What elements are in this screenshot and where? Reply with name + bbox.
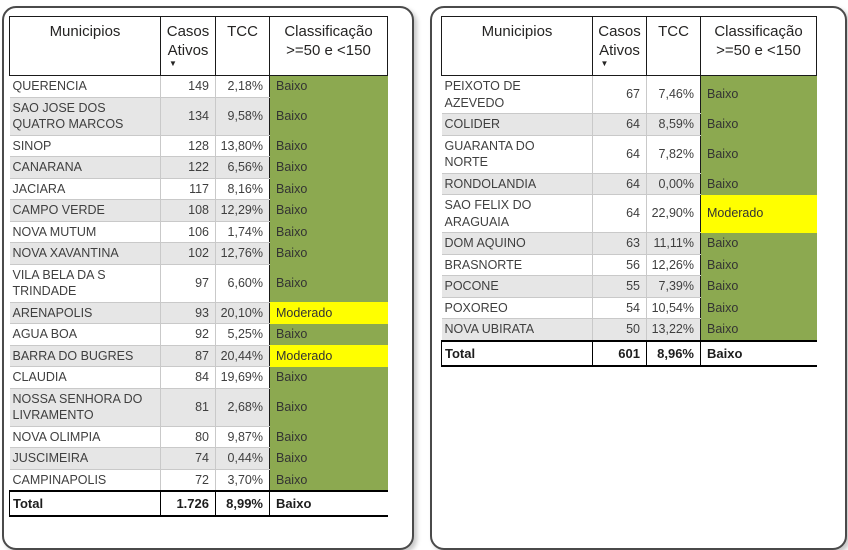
- casos-ativos-cell: 56: [593, 254, 647, 276]
- table-row[interactable]: [10, 221, 388, 243]
- casos-ativos-cell: 106: [161, 221, 216, 243]
- classification-cell: Baixo: [701, 276, 817, 298]
- classification-cell: Baixo: [701, 233, 817, 255]
- classification-cell: Baixo: [270, 76, 388, 98]
- tcc-cell: 2,18%: [216, 76, 270, 98]
- casos-ativos-cell: 63: [593, 233, 647, 255]
- table-total-row: [442, 341, 817, 366]
- tcc-cell: 9,58%: [216, 97, 270, 135]
- table-row[interactable]: [10, 135, 388, 157]
- casos-ativos-cell: 81: [161, 388, 216, 426]
- tcc-cell: 7,82%: [647, 135, 701, 173]
- municipality-cell: CANARANA: [10, 157, 161, 179]
- municipality-cell: ARENAPOLIS: [10, 302, 161, 324]
- casos-ativos-cell: 149: [161, 76, 216, 98]
- total-label: Total: [442, 341, 593, 366]
- casos-ativos-cell: 64: [593, 114, 647, 136]
- table-header: [442, 17, 817, 76]
- casos-ativos-cell: 64: [593, 195, 647, 233]
- casos-ativos-cell: 87: [161, 345, 216, 367]
- column-header-label: Classificação: [714, 23, 803, 40]
- tcc-cell: 2,68%: [216, 388, 270, 426]
- casos-ativos-cell: 67: [593, 76, 647, 114]
- table-visual-card-left: [2, 6, 414, 550]
- table-total-row: [10, 491, 388, 516]
- municipality-cell: SAO JOSE DOS QUATRO MARCOS: [10, 97, 161, 135]
- municipality-cell: RONDOLANDIA: [442, 173, 593, 195]
- classification-cell: Baixo: [270, 388, 388, 426]
- casos-ativos-cell: 108: [161, 200, 216, 222]
- classification-cell: Moderado: [701, 195, 817, 233]
- municipality-cell: JACIARA: [10, 178, 161, 200]
- municipality-cell: NOVA OLIMPIA: [10, 426, 161, 448]
- casos-ativos-cell: 117: [161, 178, 216, 200]
- municipality-cell: VILA BELA DA S TRINDADE: [10, 264, 161, 302]
- column-header-casos-ativos[interactable]: [161, 17, 216, 76]
- total-tcc-value: 8,99%: [216, 491, 270, 516]
- table-row[interactable]: [10, 324, 388, 346]
- column-header-label: Casos: [166, 23, 210, 40]
- total-classification-value: Baixo: [701, 341, 817, 366]
- municipality-cell: DOM AQUINO: [442, 233, 593, 255]
- casos-ativos-cell: 128: [161, 135, 216, 157]
- tcc-cell: 0,44%: [216, 448, 270, 470]
- classification-cell: Baixo: [701, 135, 817, 173]
- classification-cell: Baixo: [270, 264, 388, 302]
- casos-ativos-cell: 72: [161, 469, 216, 491]
- casos-ativos-cell: 80: [161, 426, 216, 448]
- tcc-cell: 6,60%: [216, 264, 270, 302]
- classification-cell: Baixo: [701, 297, 817, 319]
- table-header: [10, 17, 388, 76]
- column-header-label: >=50 e <150: [716, 42, 801, 59]
- classification-cell: Baixo: [701, 173, 817, 195]
- table-row[interactable]: [10, 388, 388, 426]
- table-row[interactable]: [10, 200, 388, 222]
- classification-cell: Baixo: [270, 221, 388, 243]
- municipality-cell: BARRA DO BUGRES: [10, 345, 161, 367]
- classification-cell: Baixo: [270, 97, 388, 135]
- tcc-cell: 11,11%: [647, 233, 701, 255]
- column-header-label: Classificação: [284, 23, 373, 40]
- table-row[interactable]: [442, 195, 817, 233]
- table-row[interactable]: [10, 76, 388, 98]
- tcc-cell: 8,59%: [647, 114, 701, 136]
- table-row[interactable]: [10, 243, 388, 265]
- column-header-label: Ativos: [599, 42, 640, 59]
- classification-cell: Baixo: [270, 448, 388, 470]
- column-header-label: >=50 e <150: [286, 42, 371, 59]
- municipality-cell: SAO FELIX DO ARAGUAIA: [442, 195, 593, 233]
- table-row[interactable]: [442, 276, 817, 298]
- table-row[interactable]: [442, 254, 817, 276]
- column-header-classificacao[interactable]: [701, 17, 817, 76]
- total-casos-value: 601: [593, 341, 647, 366]
- table-row[interactable]: [10, 302, 388, 324]
- table-row[interactable]: [10, 157, 388, 179]
- tcc-cell: 13,22%: [647, 319, 701, 341]
- classification-cell: Baixo: [701, 254, 817, 276]
- table-row[interactable]: [442, 76, 817, 114]
- classification-cell: Baixo: [270, 178, 388, 200]
- tcc-cell: 12,29%: [216, 200, 270, 222]
- municipios-table-right: [441, 16, 817, 367]
- column-header-label: TCC: [227, 23, 258, 40]
- casos-ativos-cell: 93: [161, 302, 216, 324]
- tcc-cell: 7,39%: [647, 276, 701, 298]
- tcc-cell: 7,46%: [647, 76, 701, 114]
- casos-ativos-cell: 64: [593, 135, 647, 173]
- table-row[interactable]: [10, 426, 388, 448]
- table-visual-card-right: [430, 6, 847, 550]
- casos-ativos-cell: 74: [161, 448, 216, 470]
- column-header-casos-ativos[interactable]: [593, 17, 647, 76]
- tcc-cell: 20,44%: [216, 345, 270, 367]
- table-row[interactable]: [442, 135, 817, 173]
- municipality-cell: CAMPO VERDE: [10, 200, 161, 222]
- casos-ativos-cell: 134: [161, 97, 216, 135]
- total-casos-value: 1.726: [161, 491, 216, 516]
- classification-cell: Baixo: [270, 367, 388, 389]
- casos-ativos-cell: 64: [593, 173, 647, 195]
- table-body: [442, 76, 817, 341]
- casos-ativos-cell: 84: [161, 367, 216, 389]
- sort-descending-icon[interactable]: ▼: [169, 59, 177, 68]
- municipality-cell: COLIDER: [442, 114, 593, 136]
- classification-cell: Moderado: [270, 345, 388, 367]
- classification-cell: Baixo: [270, 243, 388, 265]
- tcc-cell: 13,80%: [216, 135, 270, 157]
- classification-cell: Baixo: [270, 157, 388, 179]
- classification-cell: Baixo: [701, 76, 817, 114]
- classification-cell: Moderado: [270, 302, 388, 324]
- total-label: Total: [10, 491, 161, 516]
- municipality-cell: NOSSA SENHORA DO LIVRAMENTO: [10, 388, 161, 426]
- table-row[interactable]: [442, 114, 817, 136]
- classification-cell: Baixo: [701, 319, 817, 341]
- sort-descending-icon[interactable]: ▼: [600, 59, 609, 68]
- classification-cell: Baixo: [270, 135, 388, 157]
- classification-cell: Baixo: [701, 114, 817, 136]
- casos-ativos-cell: 55: [593, 276, 647, 298]
- tcc-cell: 12,76%: [216, 243, 270, 265]
- tcc-cell: 3,70%: [216, 469, 270, 491]
- casos-ativos-cell: 102: [161, 243, 216, 265]
- municipality-cell: NOVA UBIRATA: [442, 319, 593, 341]
- municipality-cell: BRASNORTE: [442, 254, 593, 276]
- column-header-label: TCC: [658, 23, 689, 40]
- table-row[interactable]: [442, 173, 817, 195]
- table-row[interactable]: [10, 345, 388, 367]
- classification-cell: Baixo: [270, 469, 388, 491]
- municipality-cell: GUARANTA DO NORTE: [442, 135, 593, 173]
- column-header-tcc[interactable]: [647, 17, 701, 76]
- column-header-classificacao[interactable]: [270, 17, 388, 76]
- casos-ativos-cell: 92: [161, 324, 216, 346]
- table-row[interactable]: [10, 367, 388, 389]
- column-header-municipios[interactable]: [10, 17, 161, 76]
- municipality-cell: POCONE: [442, 276, 593, 298]
- casos-ativos-cell: 54: [593, 297, 647, 319]
- table-row[interactable]: [10, 97, 388, 135]
- column-header-label: Municipios: [481, 23, 553, 40]
- table-row[interactable]: [442, 297, 817, 319]
- table-row[interactable]: [10, 264, 388, 302]
- classification-cell: Baixo: [270, 200, 388, 222]
- municipality-cell: CAMPINAPOLIS: [10, 469, 161, 491]
- municipality-cell: AGUA BOA: [10, 324, 161, 346]
- tcc-cell: 12,26%: [647, 254, 701, 276]
- table-row[interactable]: [10, 469, 388, 491]
- classification-cell: Baixo: [270, 324, 388, 346]
- tcc-cell: 6,56%: [216, 157, 270, 179]
- municipality-cell: SINOP: [10, 135, 161, 157]
- column-header-label: Casos: [598, 23, 641, 40]
- table-row[interactable]: [442, 319, 817, 341]
- tcc-cell: 1,74%: [216, 221, 270, 243]
- municipios-table-left: [9, 16, 388, 517]
- municipality-cell: QUERENCIA: [10, 76, 161, 98]
- municipality-cell: PEIXOTO DE AZEVEDO: [442, 76, 593, 114]
- column-header-municipios[interactable]: [442, 17, 593, 76]
- column-header-tcc[interactable]: [216, 17, 270, 76]
- municipality-cell: NOVA MUTUM: [10, 221, 161, 243]
- tcc-cell: 10,54%: [647, 297, 701, 319]
- municipality-cell: NOVA XAVANTINA: [10, 243, 161, 265]
- classification-cell: Baixo: [270, 426, 388, 448]
- column-header-label: Ativos: [167, 42, 209, 59]
- tcc-cell: 8,16%: [216, 178, 270, 200]
- table-row[interactable]: [442, 233, 817, 255]
- casos-ativos-cell: 50: [593, 319, 647, 341]
- municipality-cell: JUSCIMEIRA: [10, 448, 161, 470]
- table-row[interactable]: [10, 178, 388, 200]
- tcc-cell: 0,00%: [647, 173, 701, 195]
- column-header-label: Municipios: [49, 23, 121, 40]
- casos-ativos-cell: 97: [161, 264, 216, 302]
- casos-ativos-cell: 122: [161, 157, 216, 179]
- table-row[interactable]: [10, 448, 388, 470]
- tcc-cell: 9,87%: [216, 426, 270, 448]
- tcc-cell: 22,90%: [647, 195, 701, 233]
- municipality-cell: POXOREO: [442, 297, 593, 319]
- total-tcc-value: 8,96%: [647, 341, 701, 366]
- tcc-cell: 19,69%: [216, 367, 270, 389]
- municipality-cell: CLAUDIA: [10, 367, 161, 389]
- table-body: [10, 76, 388, 492]
- tcc-cell: 5,25%: [216, 324, 270, 346]
- tcc-cell: 20,10%: [216, 302, 270, 324]
- total-classification-value: Baixo: [270, 491, 388, 516]
